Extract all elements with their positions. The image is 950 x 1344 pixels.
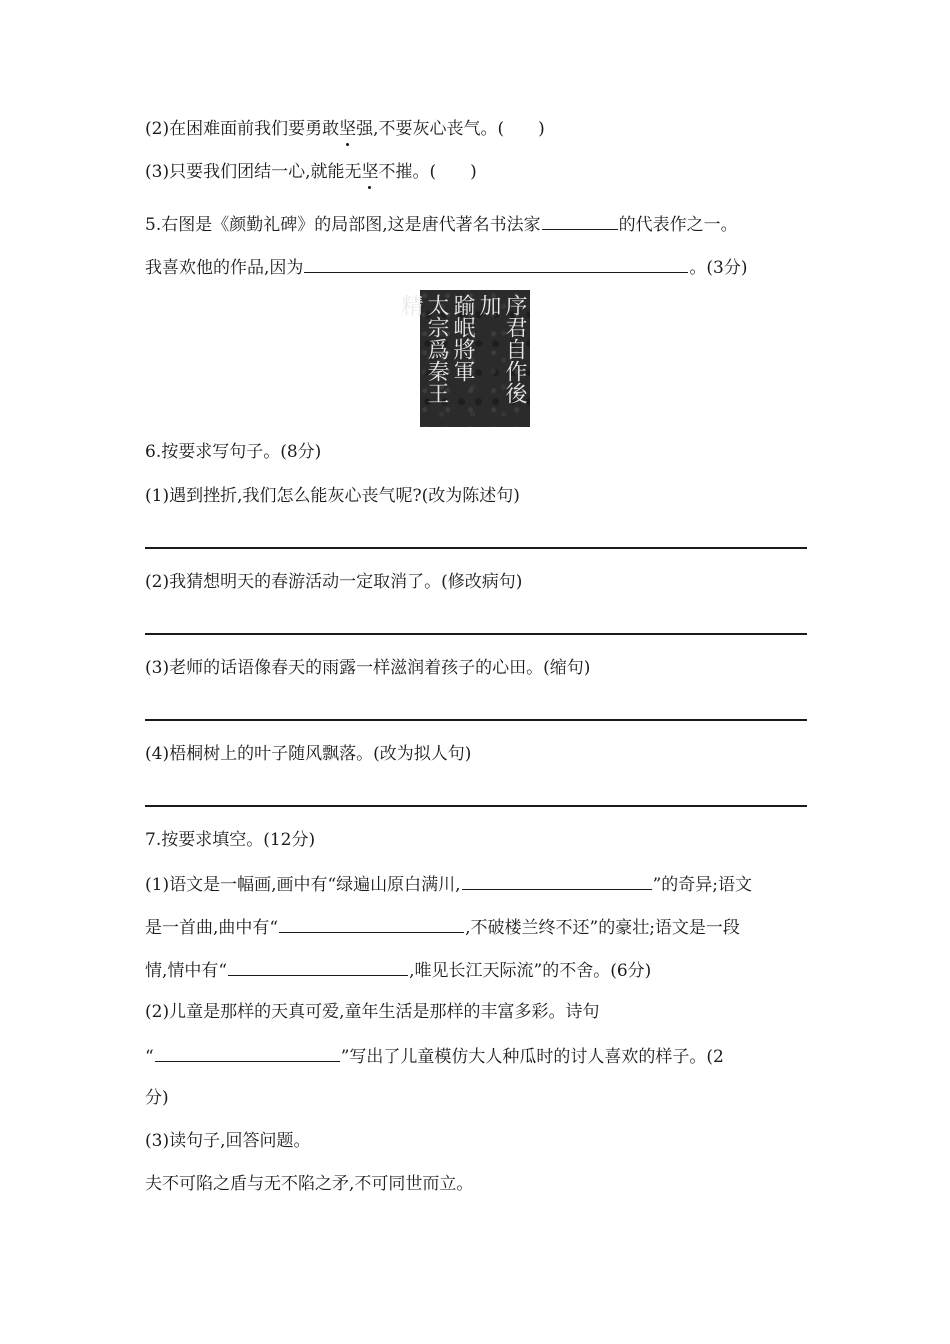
q7-p1-line-3-b: ,唯见长江天际流”的不舍。(6分)	[409, 961, 652, 981]
q7-p1-line-2-b: ,不破楼兰终不还”的豪壮;语文是一段	[465, 918, 740, 938]
stele-rubbing-image	[398, 290, 530, 427]
q4-item-2-dotted-char: 坚	[339, 119, 357, 139]
stele-column-3: 太宗爲秦王精	[398, 294, 449, 404]
q7-p1-line-2	[145, 914, 740, 940]
q6-answer-line-1[interactable]	[145, 547, 807, 549]
q7-blank-4[interactable]	[155, 1043, 340, 1062]
q4-item-3-pre: (3)只要我们团结一心,就能无	[145, 162, 362, 182]
q4-item-3-dotted-char: 坚	[361, 162, 379, 182]
q7-p1-line-3-a: 情,情中有“	[145, 961, 228, 981]
q4-item-2-post: 强,不要灰心丧气。( )	[356, 119, 545, 139]
q7-p2-line-2	[145, 1043, 724, 1069]
q6-item-1: (1)遇到挫折,我们怎么能灰心丧气呢?(改为陈述句)	[145, 486, 520, 506]
q7-blank-1[interactable]	[462, 871, 652, 890]
q7-p2-line-3: 分)	[145, 1088, 169, 1108]
q7-title: 7.按要求填空。(12分)	[145, 830, 316, 850]
q6-item-4: (4)梧桐树上的叶子随风飘落。(改为拟人句)	[145, 744, 472, 764]
q5-line-1-a: 5.右图是《颜勤礼碑》的局部图,这是唐代著名书法家	[145, 215, 541, 235]
q6-answer-line-3[interactable]	[145, 719, 807, 721]
q5-line-1	[145, 211, 738, 237]
q7-p4: 夫不可陷之盾与无不陷之矛,不可同世而立。	[145, 1174, 474, 1194]
q4-item-3	[145, 160, 477, 184]
q7-p2-line-1: (2)儿童是那样的天真可爱,童年生活是那样的丰富多彩。诗句	[145, 1002, 600, 1022]
q7-p1-line-1-b: ”的奇异;语文	[652, 875, 753, 895]
q7-blank-3[interactable]	[228, 957, 408, 976]
q7-p1-line-2-a: 是一首曲,曲中有“	[145, 918, 279, 938]
q7-blank-2[interactable]	[279, 914, 464, 933]
q4-item-2	[145, 117, 545, 141]
q6-item-3: (3)老师的话语像春天的雨露一样滋润着孩子的心田。(缩句)	[145, 658, 591, 678]
q5-line-2-b: 。(3分)	[689, 258, 748, 278]
q7-p1-line-1	[145, 871, 752, 897]
q6-title: 6.按要求写句子。(8分)	[145, 442, 322, 462]
q7-p1-line-1-a: (1)语文是一幅画,画中有“绿遍山原白满川,	[145, 875, 461, 895]
stele-column-1: 序君自作後加	[476, 294, 527, 404]
q4-item-2-pre: (2)在困难面前我们要勇敢	[145, 119, 340, 139]
q5-calligrapher-blank[interactable]	[542, 211, 618, 230]
q5-line-1-b: 的代表作之一。	[618, 215, 738, 235]
q4-item-3-post: 不摧。( )	[378, 162, 477, 182]
q5-reason-blank[interactable]	[304, 254, 688, 273]
q6-answer-line-2[interactable]	[145, 633, 807, 635]
stele-column-2: 踰岷將軍	[450, 294, 475, 382]
q7-p2-line-2-b: ”写出了儿童模仿大人种瓜时的讨人喜欢的样子。(2	[340, 1047, 724, 1067]
q7-p2-line-2-a: “	[145, 1047, 154, 1067]
q6-item-2: (2)我猜想明天的春游活动一定取消了。(修改病句)	[145, 572, 523, 592]
q6-answer-line-4[interactable]	[145, 805, 807, 807]
q5-line-2-a: 我喜欢他的作品,因为	[145, 258, 304, 278]
q5-line-2	[145, 254, 748, 280]
q7-p3: (3)读句子,回答问题。	[145, 1131, 311, 1151]
q7-p1-line-3	[145, 957, 651, 983]
